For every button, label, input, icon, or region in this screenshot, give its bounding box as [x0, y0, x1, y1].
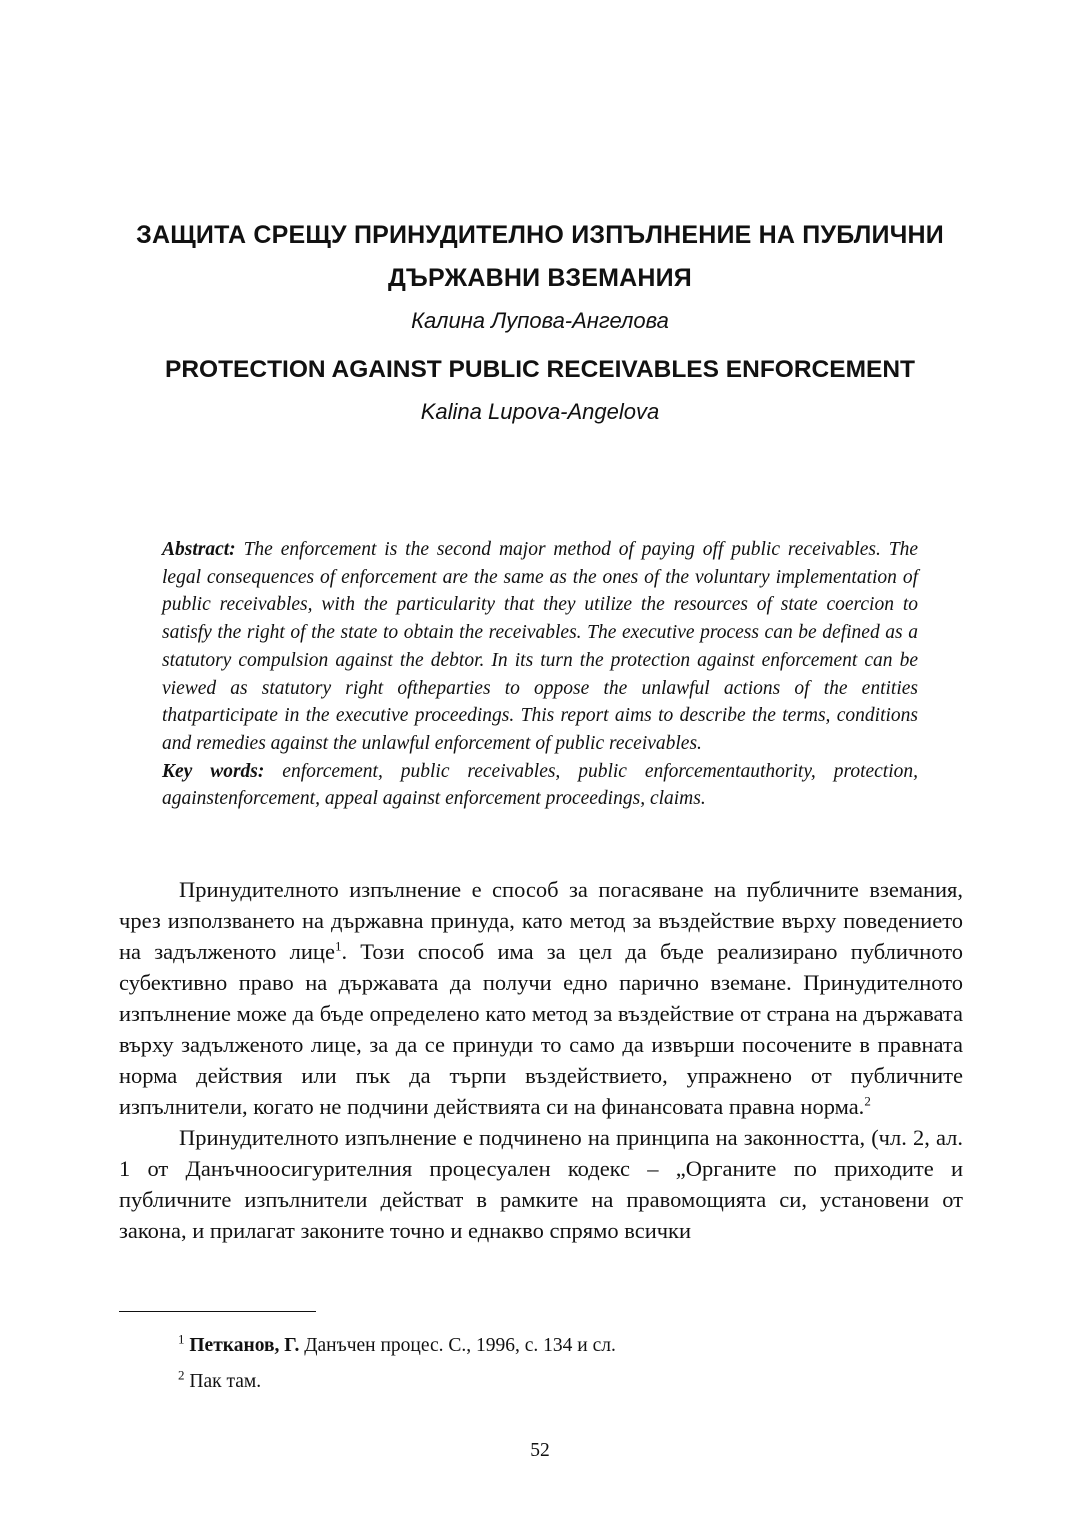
title-bulgarian-line-2: ДЪРЖАВНИ ВЗЕМАНИЯ	[388, 264, 692, 292]
body-paragraph-1	[119, 874, 963, 1122]
footnotes	[178, 1328, 616, 1400]
keywords-text: enforcement, public receivables, public enforcementauthority, protection, againstenforcement, appeal against enforcement proceedings, claims.	[162, 760, 919, 810]
body-paragraph-1-part-b: . Този способ има за цел да бъде реализирано публичното субективно право на държавата да получи едно парично вземане. Принудителното изпълнение може да бъде определено като метод за въздействие от страна на държавата върху задълженото лице, за да се принуди то само да извърши посочените в правната норма действия или пък да търпи въздействието, упражнено от публичните изпълнители, когато не подчини действията си на финансовата правна норма.	[119, 939, 963, 1119]
author-bulgarian: Калина Лупова-Ангелова	[411, 308, 669, 333]
footnote-1-text: Данъчен процес. С., 1996, с. 134 и сл.	[299, 1335, 616, 1356]
footnote-1-author: Петканов, Г.	[189, 1335, 300, 1356]
page-number: 52	[530, 1440, 550, 1461]
keywords-paragraph	[162, 758, 918, 813]
title-english: PROTECTION AGAINST PUBLIC RECEIVABLES ENFORCEMENT	[164, 356, 915, 383]
footnote-2-number: 2	[178, 1367, 185, 1383]
abstract	[162, 536, 918, 813]
keywords-label: Key words:	[162, 760, 265, 782]
title-bulgarian-line-1: ЗАЩИТА СРЕЩУ ПРИНУДИТЕЛНО ИЗПЪЛНЕНИЕ НА ПУБЛИЧНИ	[136, 221, 944, 249]
footnote-2	[178, 1364, 616, 1400]
footnote-ref-1[interactable]: 1	[334, 938, 342, 954]
footnote-2-text: Пак там.	[189, 1371, 262, 1392]
body-paragraph-1-part-a: Принудителното изпълнение е способ за погасяване на публичните вземания, чрез използването на държавна принуда, като метод за въздействие върху поведението на задълженото лице	[119, 877, 963, 964]
article-header	[0, 214, 1080, 427]
author-english: Kalina Lupova-Angelova	[420, 399, 660, 424]
footnote-1	[178, 1328, 616, 1364]
footnote-separator	[119, 1311, 316, 1312]
main-text	[119, 874, 963, 1246]
abstract-label: Abstract:	[162, 539, 236, 560]
abstract-text: The enforcement is the second major method of paying off public receivables. The legal consequences of enforcement are the same as the ones of the voluntary implementation of public receivables, with the particularity that they utilize the resources of state coercion to satisfy the right of the state to obtain the receivables. The executive process can be defined as a statutory compulsion against the debtor. In its turn the protection against enforcement can be viewed as statutory right oftheparties to oppose the unlawful actions of the entities thatparticipate in the executive proceedings. This report aims to describe the terms, conditions and remedies against the unlawful enforcement of public receivables.	[162, 539, 918, 754]
footnote-1-number: 1	[178, 1331, 185, 1347]
body-paragraph-2: Принудителното изпълнение е подчинено на принципа на законността, (чл. 2, ал. 1 от Данъчноосигурителния процесуален кодекс – „Органите по приходите и публичните изпълнители действат в рамките на правомощията си, установени от закона, и прилагат законите точно и еднакво спрямо всички	[119, 1125, 963, 1243]
abstract-paragraph	[162, 536, 918, 758]
footnote-ref-2[interactable]: 2	[864, 1093, 871, 1109]
